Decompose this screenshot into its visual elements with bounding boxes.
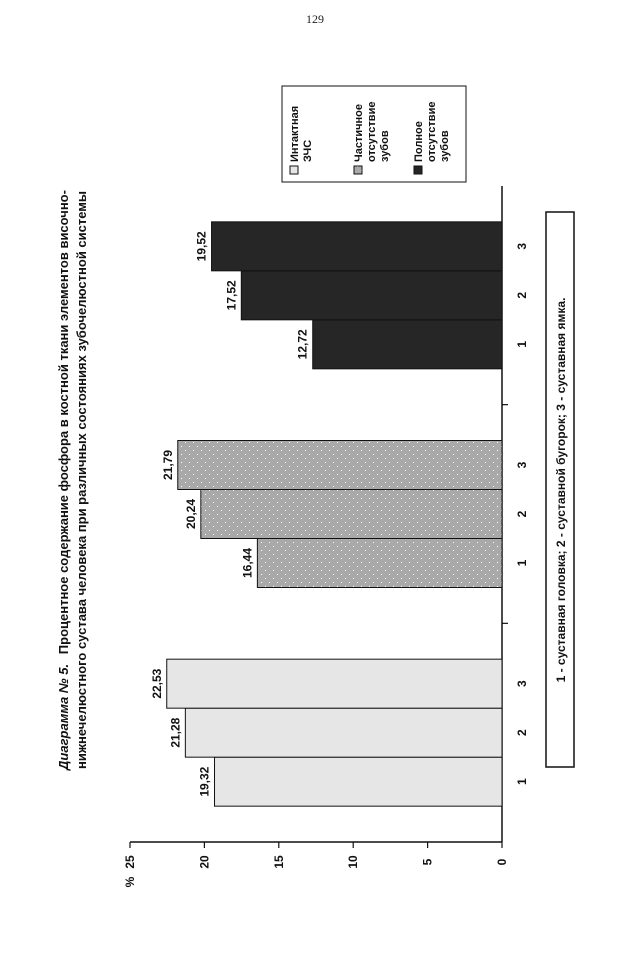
category-label: 1 <box>515 559 529 567</box>
value-tick-label: 15 <box>271 855 286 869</box>
bar-series1-cat1 <box>215 757 502 806</box>
caption-label: Диаграмма № 5. <box>56 663 71 770</box>
data-label: 19,32 <box>197 766 212 797</box>
value-tick-label: 5 <box>420 858 435 866</box>
legend-label-3: зубов <box>439 130 451 162</box>
legend-label-2: отсутствие <box>366 101 378 162</box>
value-axis-unit: % <box>123 876 137 888</box>
plot-area <box>123 186 529 887</box>
legend-label-2: зубов <box>379 130 391 162</box>
bar-series3-cat1 <box>313 320 502 369</box>
category-label: 3 <box>515 461 529 469</box>
value-tick-label: 20 <box>197 855 212 869</box>
legend-swatch-2 <box>354 166 362 174</box>
legend-label-1: ЗЧС <box>302 139 314 162</box>
data-label: 21,79 <box>160 449 175 481</box>
bar-series3-cat3 <box>212 222 502 271</box>
data-label: 22,53 <box>149 668 164 699</box>
category-label: 2 <box>515 729 529 737</box>
legend-swatch-3 <box>414 166 422 174</box>
bar-series1-cat2 <box>185 708 502 757</box>
caption-line-1 <box>56 190 71 771</box>
data-label: 21,28 <box>168 717 183 748</box>
bar-series2-cat2 <box>201 490 502 539</box>
data-label: 20,24 <box>183 498 198 530</box>
value-tick-label: 25 <box>123 855 137 869</box>
data-label: 17,52 <box>224 280 239 311</box>
caption-line-2: нижнечелюстного сустава человека при различных состояниях зубочелюстной системы <box>74 190 89 770</box>
bar-series2-cat1 <box>257 539 502 588</box>
legend-label-3: Полное <box>413 121 425 162</box>
category-label: 1 <box>515 340 529 348</box>
category-label: 2 <box>515 291 529 299</box>
note-text: 1 - суставная головка; 2 - суставной бугорок; 3 - суставная ямка. <box>554 297 568 683</box>
bar-series2-cat3 <box>178 441 502 490</box>
legend-label-3: отсутствие <box>426 101 438 162</box>
value-tick-label: 10 <box>346 855 361 869</box>
data-label: 12,72 <box>295 329 310 360</box>
bar-series1-cat3 <box>167 659 502 708</box>
data-label: 19,52 <box>194 231 209 262</box>
category-label: 2 <box>515 510 529 518</box>
data-label: 16,44 <box>240 547 255 579</box>
caption-text-1: Процентное содержание фосфора в костной ткани элементов височно- <box>56 190 71 655</box>
page-number: 129 <box>306 12 324 26</box>
category-label: 3 <box>515 680 529 688</box>
legend-swatch-1 <box>290 166 298 174</box>
legend-label-2: Частичное <box>353 104 365 162</box>
category-label: 1 <box>515 778 529 786</box>
category-label: 3 <box>515 242 529 250</box>
value-tick-label: 0 <box>495 858 509 866</box>
legend-label-1: Интактная <box>289 105 301 162</box>
bar-series3-cat2 <box>241 271 502 320</box>
legend <box>282 86 466 182</box>
